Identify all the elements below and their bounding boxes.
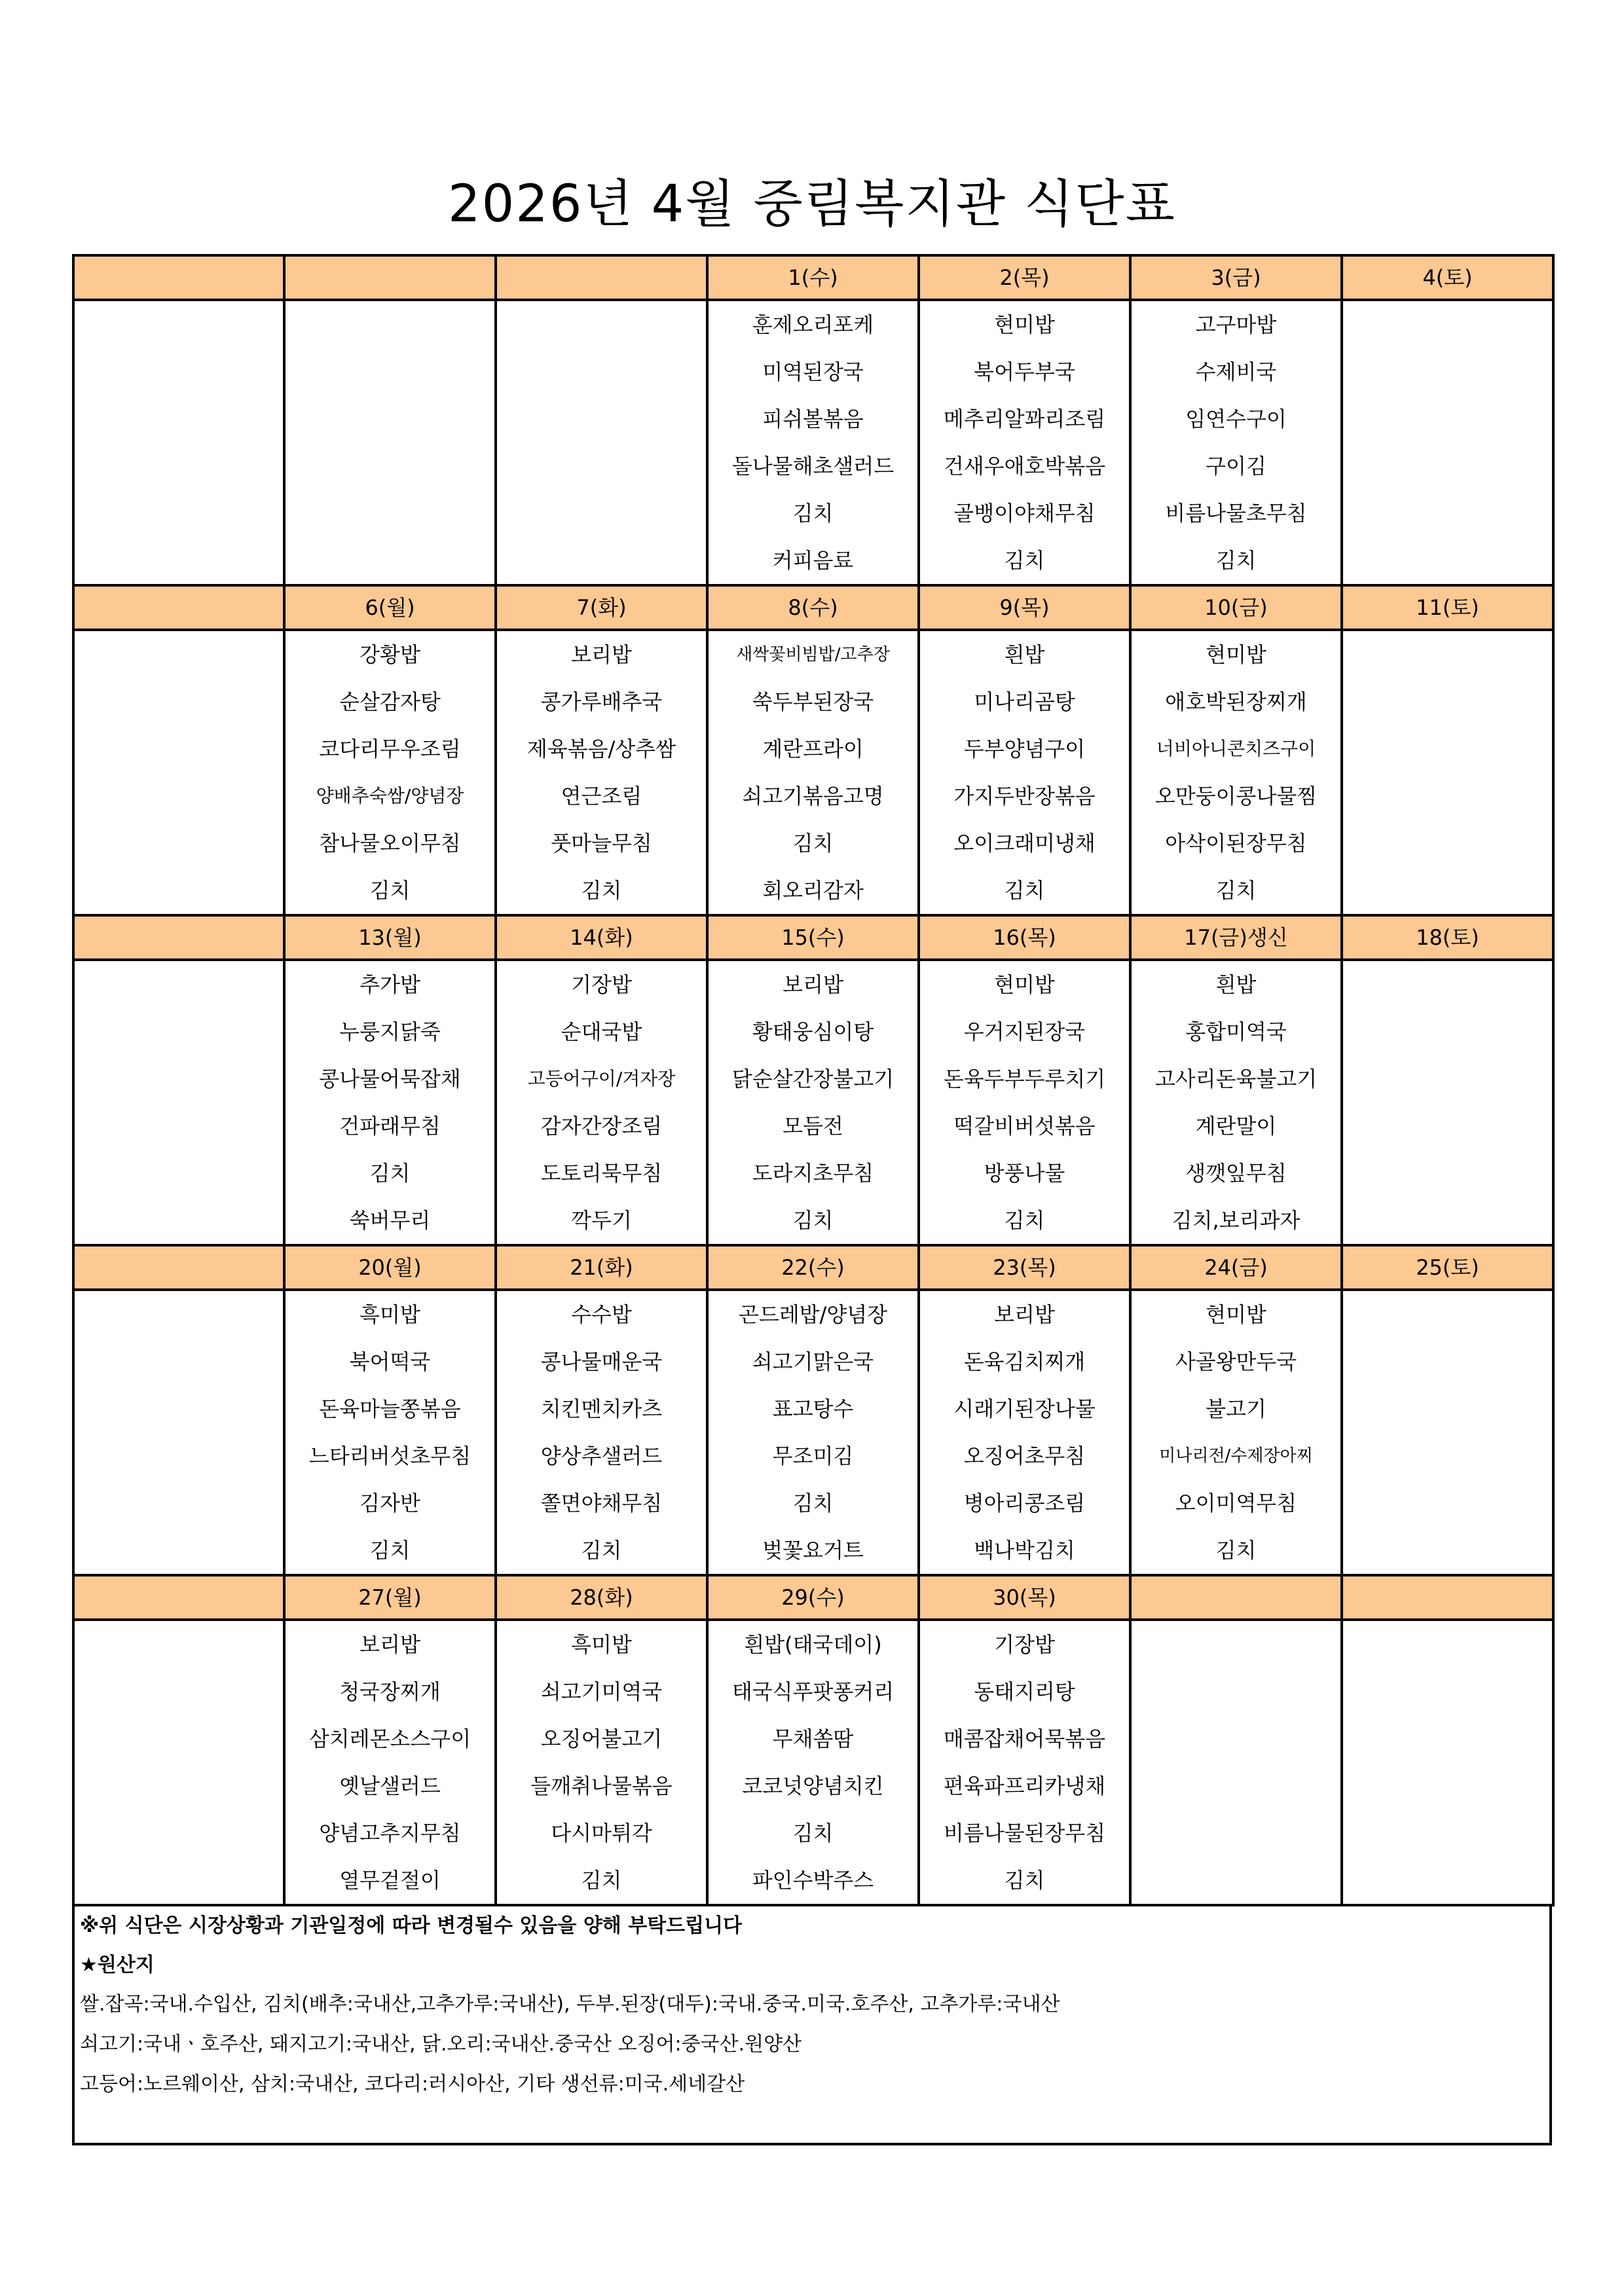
meal-item: 김자반 [360,1491,420,1516]
menu-cell [707,300,919,585]
meal-item: 삼치레몬소스구이 [308,1726,471,1751]
menu-cell [73,1620,284,1905]
meal-item: 순살감자탕 [339,689,441,714]
date-row [73,1245,1553,1290]
menu-cell [1342,960,1553,1245]
meal-item: 김치 [1215,548,1257,573]
date-cell: 27(월) [284,1575,496,1620]
meal-item: 편육파프리카냉채 [943,1774,1106,1798]
meal-item: 들깨취나물볶음 [530,1774,673,1798]
meal-item: 동태지리탕 [974,1679,1075,1704]
meal-item: 김치,보리과자 [1172,1208,1301,1233]
date-cell: 3(금) [1130,255,1342,300]
date-cell [73,915,284,960]
meal-item: 코코넛양념치킨 [742,1774,884,1798]
menu-cell [496,300,707,585]
meal-item: 오만둥이콩나물찜 [1154,784,1318,809]
date-cell: 16(목) [919,915,1130,960]
menu-cell [73,300,284,585]
menu-row [73,630,1553,915]
meal-item: 김치 [581,1538,622,1563]
meal-item: 돈육김치찌개 [963,1349,1086,1374]
meal-item: 김치 [369,1161,411,1186]
meal-item: 백나박김치 [974,1538,1075,1563]
meal-item: 김치 [1004,1208,1045,1233]
meal-item: 추가밥 [360,972,420,997]
meal-item: 쇠고기볶음고명 [742,784,884,809]
meal-item: 오이미역무침 [1175,1491,1297,1516]
origin-heading: ★원산지 [80,1954,155,1977]
meal-item: 모듬전 [783,1114,843,1139]
meal-item: 연근조림 [561,784,642,809]
menu-row [73,960,1553,1245]
menu-cell [496,960,707,1245]
meal-item: 강황밥 [360,642,420,667]
meal-item: 현미밥 [994,972,1055,997]
menu-cell [73,630,284,915]
meal-item: 현미밥 [1206,642,1266,667]
meal-item: 치킨멘치카츠 [540,1396,663,1421]
menu-row [73,1290,1553,1575]
meal-item: 북어두부국 [974,359,1075,384]
menu-cell [707,630,919,915]
meal-item: 떡갈비버섯볶음 [953,1114,1096,1139]
meal-item: 현미밥 [994,312,1055,337]
meal-item: 돈육마늘쫑볶음 [319,1396,461,1421]
meal-item: 김치 [1215,878,1257,903]
meal-item: 황태웅심이탕 [752,1019,874,1044]
meal-item: 쑥두부된장국 [752,689,874,714]
date-cell [73,255,284,300]
menu-cell [1130,960,1342,1245]
meal-item: 파인수박주스 [752,1868,874,1893]
meal-item: 흰밥 [1004,642,1045,667]
meal-item: 흰밥(태국데이) [744,1632,882,1657]
meal-item: 흑미밥 [571,1632,632,1657]
menu-cell [919,1620,1130,1905]
meal-item: 도토리묵무침 [540,1161,663,1186]
menu-cell [707,960,919,1245]
date-cell: 4(토) [1342,255,1553,300]
date-cell: 6(월) [284,585,496,630]
meal-item: 아삭이된장무침 [1165,831,1307,856]
meal-item: 고등어구이/겨자장 [527,1068,676,1089]
meal-item: 임연수구이 [1185,407,1287,431]
meal-item: 건파래무침 [339,1114,441,1139]
date-cell: 7(화) [496,585,707,630]
menu-row [73,300,1553,585]
meal-item: 양상추샐러드 [540,1444,663,1468]
meal-item: 돌나물해초샐러드 [731,454,895,479]
meal-item: 콩나물매운국 [540,1349,663,1374]
meal-item: 흰밥 [1215,972,1257,997]
date-cell: 1(수) [707,255,919,300]
meal-item: 감자간장조림 [540,1114,663,1139]
meal-item: 계란프라이 [762,737,864,761]
meal-item: 병아리콩조림 [963,1491,1086,1516]
meal-item: 김치 [792,831,834,856]
menu-cell [1130,630,1342,915]
meal-item: 김치 [1004,1868,1045,1893]
meal-item: 고사리돈육불고기 [1154,1066,1318,1091]
meal-item: 제육볶음/상추쌈 [526,737,676,761]
meal-item: 김치 [1004,548,1045,573]
date-cell [73,585,284,630]
meal-item: 계란말이 [1195,1114,1277,1139]
menu-cell [73,960,284,1245]
meal-item: 참나물오이무침 [319,831,461,856]
meal-item: 골뱅이야채무침 [953,501,1096,526]
menu-cell [1130,300,1342,585]
date-cell [1130,1575,1342,1620]
meal-item: 콩나물어묵잡채 [319,1066,461,1091]
date-cell: 28(화) [496,1575,707,1620]
meal-item: 풋마늘무침 [551,831,652,856]
menu-row [73,1620,1553,1905]
meal-item: 닭순살간장불고기 [731,1066,895,1091]
menu-cell [919,300,1130,585]
meal-item: 사골왕만두국 [1175,1349,1297,1374]
meal-item: 코다리무우조림 [319,737,461,761]
date-row [73,915,1553,960]
meal-item: 미나리곰탕 [974,689,1075,714]
date-cell: 11(토) [1342,585,1553,630]
meal-item: 보리밥 [783,972,843,997]
menu-cell [284,1290,496,1575]
meal-item: 피쉬볼볶음 [762,407,864,431]
meal-item: 표고탕수 [772,1396,854,1421]
meal-item: 훈제오리포케 [752,312,874,337]
date-cell [496,255,707,300]
meal-item: 미나리전/수제장아찌 [1159,1446,1313,1466]
menu-cell [73,1290,284,1575]
date-cell: 29(수) [707,1575,919,1620]
meal-item: 기장밥 [994,1632,1055,1657]
date-cell: 17(금)생신 [1130,915,1342,960]
meal-item: 흑미밥 [360,1302,420,1327]
date-cell [1342,1575,1553,1620]
meal-item: 홍합미역국 [1185,1019,1287,1044]
meal-item: 메추리알꽈리조림 [943,407,1106,431]
menu-cell [1342,1620,1553,1905]
meal-item: 쇠고기미역국 [540,1679,663,1704]
meal-item: 김치 [792,501,834,526]
meal-item: 고구마밥 [1195,312,1277,337]
menu-cell [1342,300,1553,585]
date-cell: 13(월) [284,915,496,960]
meal-item: 수제비국 [1195,359,1277,384]
meal-item: 열무겉절이 [339,1868,441,1893]
meal-item: 곤드레밥/양념장 [738,1302,888,1327]
date-cell: 21(화) [496,1245,707,1290]
menu-cell [919,1290,1130,1575]
meal-item: 깍두기 [571,1208,632,1233]
date-cell: 25(토) [1342,1245,1553,1290]
date-cell: 15(수) [707,915,919,960]
meal-item: 두부양념구이 [963,737,1086,761]
meal-item: 양념고추지무침 [319,1821,461,1846]
page-title: 2026년 4월 중림복지관 식단표 [448,175,1176,234]
menu-cell [919,960,1130,1245]
meal-item: 무채쏨땀 [772,1726,854,1751]
meal-item: 비름나물된장무침 [943,1821,1106,1846]
menu-cell [284,960,496,1245]
meal-item: 오징어불고기 [540,1726,663,1751]
meal-item: 커피음료 [772,548,854,573]
meal-item: 무조미김 [772,1444,854,1468]
meal-item: 김치 [369,878,411,903]
origin-line: 고등어:노르웨이산, 삼치:국내산, 코다리:러시아산, 기타 생선류:미국.세네갈산 [80,2073,745,2096]
meal-item: 오징어초무침 [963,1444,1086,1468]
meal-item: 순대국밥 [561,1019,642,1044]
meal-item: 미역된장국 [762,359,864,384]
menu-cell [1342,630,1553,915]
meal-item: 너비아니콘치즈구이 [1156,738,1316,759]
menu-cell [496,1620,707,1905]
meal-item: 김치 [581,1868,622,1893]
meal-item: 보리밥 [994,1302,1055,1327]
footer-notes [72,1906,1552,2145]
menu-cell [1130,1290,1342,1575]
meal-item: 쫄면야채무침 [540,1491,663,1516]
date-cell [73,1575,284,1620]
meal-item: 누룽지닭죽 [339,1019,441,1044]
meal-item: 현미밥 [1206,1302,1266,1327]
meal-item: 콩가루배추국 [540,689,663,714]
menu-cell [284,1620,496,1905]
meal-item: 양배추숙쌈/양념장 [316,785,464,807]
meal-item: 김치 [581,878,622,903]
date-cell: 23(목) [919,1245,1130,1290]
origin-line: 쌀.잡곡:국내.수입산, 김치(배추:국내산,고추가루:국내산), 두부.된장(대두):국내.중국.미국.호주산, 고추가루:국내산 [80,1993,1060,2016]
meal-item: 시래기된장나물 [953,1396,1096,1421]
meal-item: 벚꽃요거트 [762,1538,864,1563]
date-row [73,585,1553,630]
meal-item: 새싹꽃비빔밥/고추장 [736,645,890,665]
meal-item: 방풍나물 [984,1161,1065,1186]
menu-cell [1342,1290,1553,1575]
meal-item: 북어떡국 [349,1349,431,1374]
meal-item: 가지두반장볶음 [953,784,1096,809]
meal-item: 김치 [1215,1538,1257,1563]
date-row [73,255,1553,300]
meal-item: 구이김 [1206,454,1266,479]
menu-cell [496,630,707,915]
meal-item: 우거지된장국 [963,1019,1086,1044]
date-cell: 22(수) [707,1245,919,1290]
meal-item: 오이크래미냉채 [953,831,1096,856]
meal-item: 생깻잎무침 [1185,1161,1287,1186]
menu-cell [707,1290,919,1575]
meal-item: 건새우애호박볶음 [943,454,1106,479]
date-row [73,1575,1553,1620]
meal-item: 보리밥 [571,642,632,667]
meal-item: 기장밥 [571,972,632,997]
meal-item: 쑥버무리 [349,1208,431,1233]
meal-item: 태국식푸팟퐁커리 [731,1679,895,1704]
date-cell [284,255,496,300]
date-cell: 14(화) [496,915,707,960]
meal-item: 보리밥 [360,1632,420,1657]
date-cell: 10(금) [1130,585,1342,630]
meal-item: 김치 [369,1538,411,1563]
meal-item: 김치 [1004,878,1045,903]
notice-text: ※위 식단은 시장상황과 기관일정에 따라 변경될수 있음을 양해 부탁드립니다 [80,1914,743,1937]
meal-item: 김치 [792,1491,834,1516]
meal-item: 김치 [792,1821,834,1846]
meal-item: 돈육두부두루치기 [943,1066,1106,1091]
meal-item: 도라지초무침 [752,1161,874,1186]
meal-item: 쇠고기맑은국 [752,1349,874,1374]
meal-item: 매콤잡채어묵볶음 [943,1726,1106,1751]
date-cell: 8(수) [707,585,919,630]
date-cell: 24(금) [1130,1245,1342,1290]
date-cell: 20(월) [284,1245,496,1290]
date-cell: 18(토) [1342,915,1553,960]
meal-item: 비름나물초무침 [1165,501,1307,526]
date-cell: 30(목) [919,1575,1130,1620]
meal-item: 옛날샐러드 [339,1774,441,1798]
menu-table [72,254,1555,1906]
menu-cell [284,630,496,915]
meal-item: 회오리감자 [762,878,864,903]
meal-item: 수수밥 [571,1302,632,1327]
menu-cell [707,1620,919,1905]
origin-line: 쇠고기:국내ㆍ호주산, 돼지고기:국내산, 닭.오리:국내산.중국산 오징어:중국산.원양산 [80,2033,802,2056]
meal-item: 다시마튀각 [551,1821,652,1846]
menu-cell [284,300,496,585]
date-cell [73,1245,284,1290]
meal-item: 애호박된장찌개 [1165,689,1307,714]
menu-cell [1130,1620,1342,1905]
meal-item: 청국장찌개 [339,1679,441,1704]
meal-item: 불고기 [1206,1396,1266,1421]
meal-item: 김치 [792,1208,834,1233]
menu-cell [919,630,1130,915]
date-cell: 2(목) [919,255,1130,300]
date-cell: 9(목) [919,585,1130,630]
menu-cell [496,1290,707,1575]
meal-item: 느타리버섯초무침 [308,1444,471,1468]
